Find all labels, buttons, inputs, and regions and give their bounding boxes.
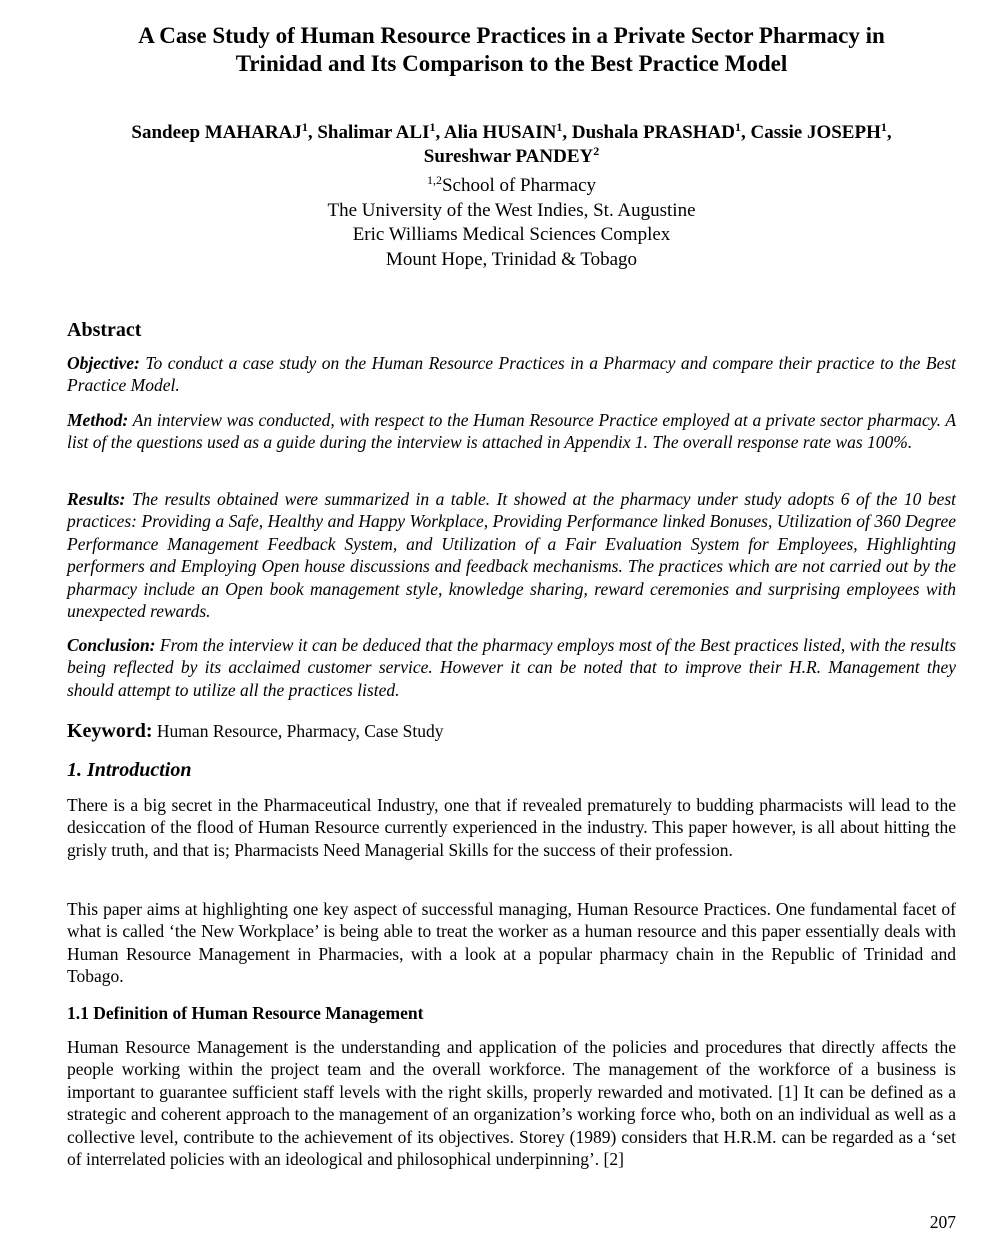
author: Alia HUSAIN$^1$ (443, 120, 563, 143)
affiliation-line-2: The University of the West Indies, St. Augustine (327, 199, 696, 221)
abstract-method: Method: An interview was conducted, with respect to the Human Resource Practice employed at a private sector pharmacy. A list of the questions used as a guide during the interview is attached in Appendix 1. The overall response rate was 100%. (67, 410, 957, 453)
page-number: 207 (929, 1212, 956, 1232)
title-line-1: A Case Study of Human Resource Practices in a Private Sector Pharmacy in (138, 23, 885, 48)
author: Sandeep MAHARAJ$^1$ (131, 120, 308, 143)
intro-paragraph-2: This paper aims at highlighting one key aspect of successful managing, Human Resource Practices. One fundamental facet of what is called ‘the New Workplace’ is being able to treat the worker as a human resource and this paper essentially deals with Human Resource Management in Pharmacies, with a look at a popular pharmacy chain in the Republic of Trinidad and Tobago. (67, 899, 956, 987)
affiliation-line-1: $^{1,2}$School of Pharmacy (426, 173, 597, 196)
paper-title (67, 22, 956, 78)
abstract-heading: Abstract (67, 319, 142, 341)
author: Cassie JOSEPH$^1$ (750, 120, 887, 143)
affiliation-line-3: Eric Williams Medical Sciences Complex (352, 224, 671, 245)
author: Dushala PRASHAD$^1$ (571, 120, 741, 143)
abstract-objective: Objective: To conduct a case study on the Human Resource Practices in a Pharmacy and compare their practice to the Best Practice Model. (67, 353, 957, 396)
section-heading-introduction: 1. Introduction (67, 759, 192, 781)
author-list: Sandeep MAHARAJ$^1$, Shalimar ALI$^1$, Alia HUSAIN$^1$, Dushala PRASHAD$^1$, Cassie JOSEPH$^1$, Sureshwar PANDEY$^2$ (131, 120, 892, 167)
author: Sureshwar PANDEY$^2$ (423, 144, 600, 167)
abstract-results: Results: The results obtained were summarized in a table. It showed at the pharmacy under study adopts 6 of the 10 best practices: Providing a Safe, Healthy and Happy Workplace, Providing Performance linked Bonuses, Utilization of 360 Degree Performance Management Feedback System, and Utilization of a Fair Evaluation System for Employees, Highlighting performers and Employing Open house discussions and feedback mechanisms. The practices which are not carried out by the pharmacy include an Open book management style, knowledge sharing, reward ceremonies and surprising employees with unexpected rewards. (67, 489, 957, 622)
intro-paragraph-1: There is a big secret in the Pharmaceutical Industry, one that if revealed prematurely to budding pharmacists will lead to the desiccation of the flood of Human Resource currently experienced in the industry. This paper however, is all about hitting the grisly truth, and that is; Pharmacists Need Managerial Skills for the success of their profession. (67, 795, 956, 860)
affiliation-block (67, 174, 956, 272)
title-line-2: Trinidad and Its Comparison to the Best Practice Model (235, 51, 788, 76)
abstract-conclusion: Conclusion: From the interview it can be deduced that the pharmacy employs most of the Best practices listed, with the results being reflected by its acclaimed customer service. However it can be noted that to improve their H.R. Management they should attempt to utilize all the practices listed. (67, 635, 957, 700)
author: Shalimar ALI$^1$ (317, 120, 436, 143)
keywords: Keyword: Human Resource, Pharmacy, Case Study (67, 720, 444, 742)
section-1-1-paragraph: Human Resource Management is the understanding and application of the policies and procedures that directly affects the people working within the project team and the overall workforce. The management of the workforce of a business is important to guarantee sufficient staff levels with the right skills, properly rewarded and motivated. [1] It can be defined as a strategic and coherent approach to the management of an organization’s working force who, both on an individual as well as a collective level, contribute to the achievement of its objectives. Storey (1989) considers that H.R.M. can be regarded as a ‘set of interrelated policies with an ideological and philosophical underpinning’. [2] (67, 1037, 956, 1170)
affiliation-line-4: Mount Hope, Trinidad & Tobago (385, 248, 638, 270)
subsection-heading-1-1: 1.1 Definition of Human Resource Management (67, 1003, 424, 1023)
